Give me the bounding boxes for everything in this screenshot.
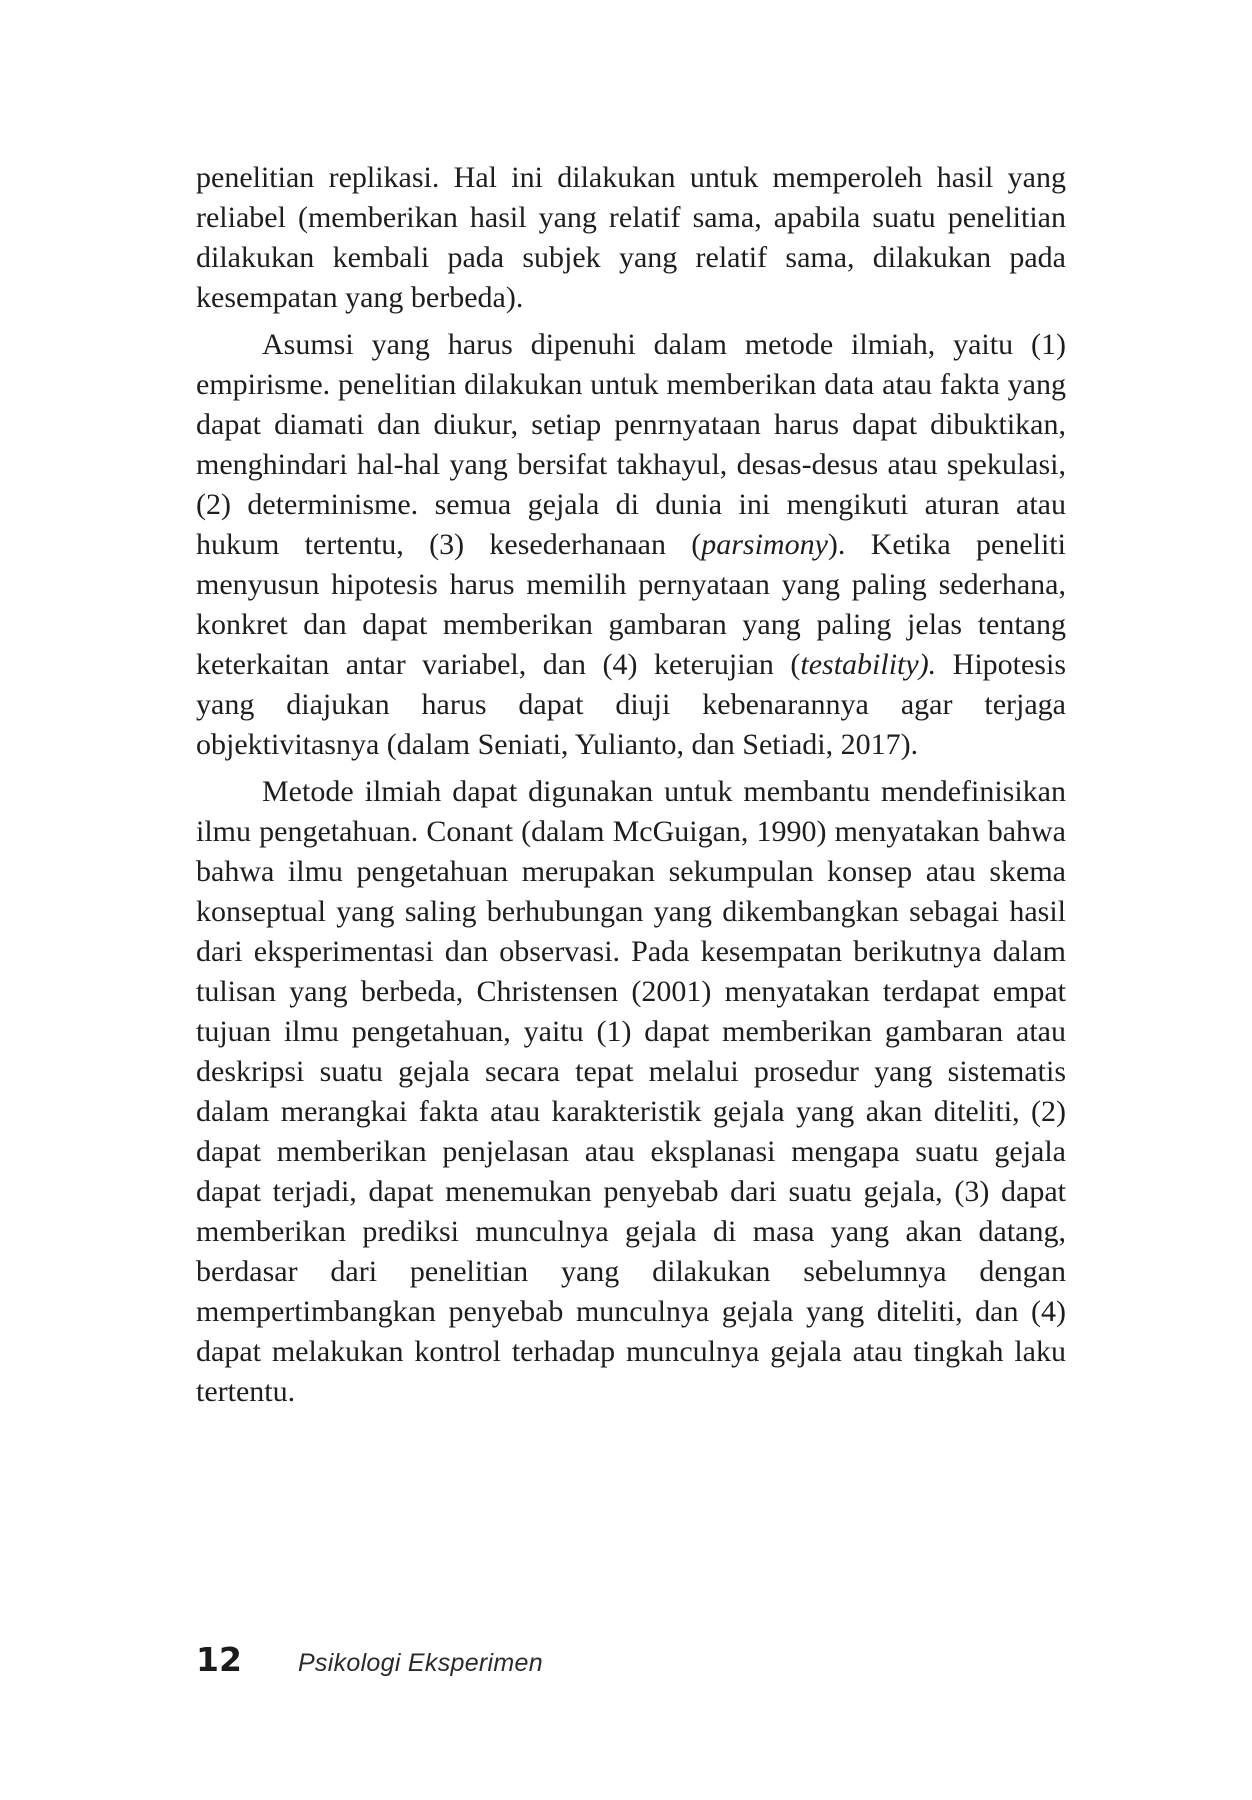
page-footer bbox=[196, 1640, 543, 1686]
paragraph-2-text-b: ). Ketika peneliti menyusun hipotesis harus memilih pernyataan yang paling sederhana, konkret dan dapat memberikan gambaran yang paling jelas tentang keterkaitan antar variabel, dan (4) keterujian ( bbox=[196, 528, 1066, 681]
page-number: 12 bbox=[196, 1640, 242, 1679]
running-title: Psikologi Eksperimen bbox=[297, 1649, 543, 1677]
paragraph-2-term-parsimony: parsimony bbox=[701, 528, 828, 561]
paragraph-2-text-a: Asumsi yang harus dipenuhi dalam metode ilmiah, yaitu (1) empirisme. penelitian dilakukan untuk memberikan data atau fakta yang dapat diamati dan diukur, setiap penrnyataan harus dapat dibuktikan, menghindari hal-hal yang bersifat takhayul, desas-desus atau spekulasi, (2) determinisme. semua gejala di dunia ini mengikuti aturan atau hukum tertentu, (3) kesederhanaan ( bbox=[196, 328, 1066, 561]
paragraph-1 bbox=[196, 158, 1066, 318]
paragraph-1-text: penelitian replikasi. Hal ini dilakukan untuk memperoleh hasil yang reliabel (memberikan hasil yang relatif sama, apabila suatu penelitian dilakukan kembali pada subjek yang relatif sama, dilakukan pada kesempatan yang berbeda). bbox=[196, 161, 1066, 314]
paragraph-3-text: Metode ilmiah dapat digunakan untuk membantu mendefinisikan ilmu pengetahuan. Conant (dalam McGuigan, 1990) menyatakan bahwa bahwa ilmu pengetahuan merupakan sekumpulan konsep atau skema konseptual yang saling berhubungan yang dikembangkan sebagai hasil dari eksperimentasi dan observasi. Pada kesempatan berikutnya dalam tulisan yang berbeda, Christensen (2001) menyatakan terdapat empat tujuan ilmu pengetahuan, yaitu (1) dapat memberikan gambaran atau deskripsi suatu gejala secara tepat melalui prosedur yang sistematis dalam merangkai fakta atau karakteristik gejala yang akan diteliti, (2) dapat memberikan penjelasan atau eksplanasi mengapa suatu gejala dapat terjadi, dapat menemukan penyebab dari suatu gejala, (3) dapat memberikan prediksi munculnya gejala di masa yang akan datang, berdasar dari penelitian yang dilakukan sebelumnya dengan mempertimbangkan penyebab munculnya gejala yang diteliti, dan (4) dapat melakukan kontrol terhadap munculnya gejala atau tingkah laku tertentu. bbox=[196, 775, 1066, 1408]
body-text bbox=[196, 158, 1066, 1412]
paragraph-2-text-c: Hipotesis yang diajukan harus dapat diuji kebenarannya agar terjaga objektivitasnya (dalam Seniati, Yulianto, dan Setiadi, 2017). bbox=[196, 648, 1066, 761]
paragraph-2-term-testability: testability). bbox=[800, 648, 937, 681]
paragraph-3 bbox=[196, 772, 1066, 1412]
paragraph-2 bbox=[196, 325, 1066, 765]
